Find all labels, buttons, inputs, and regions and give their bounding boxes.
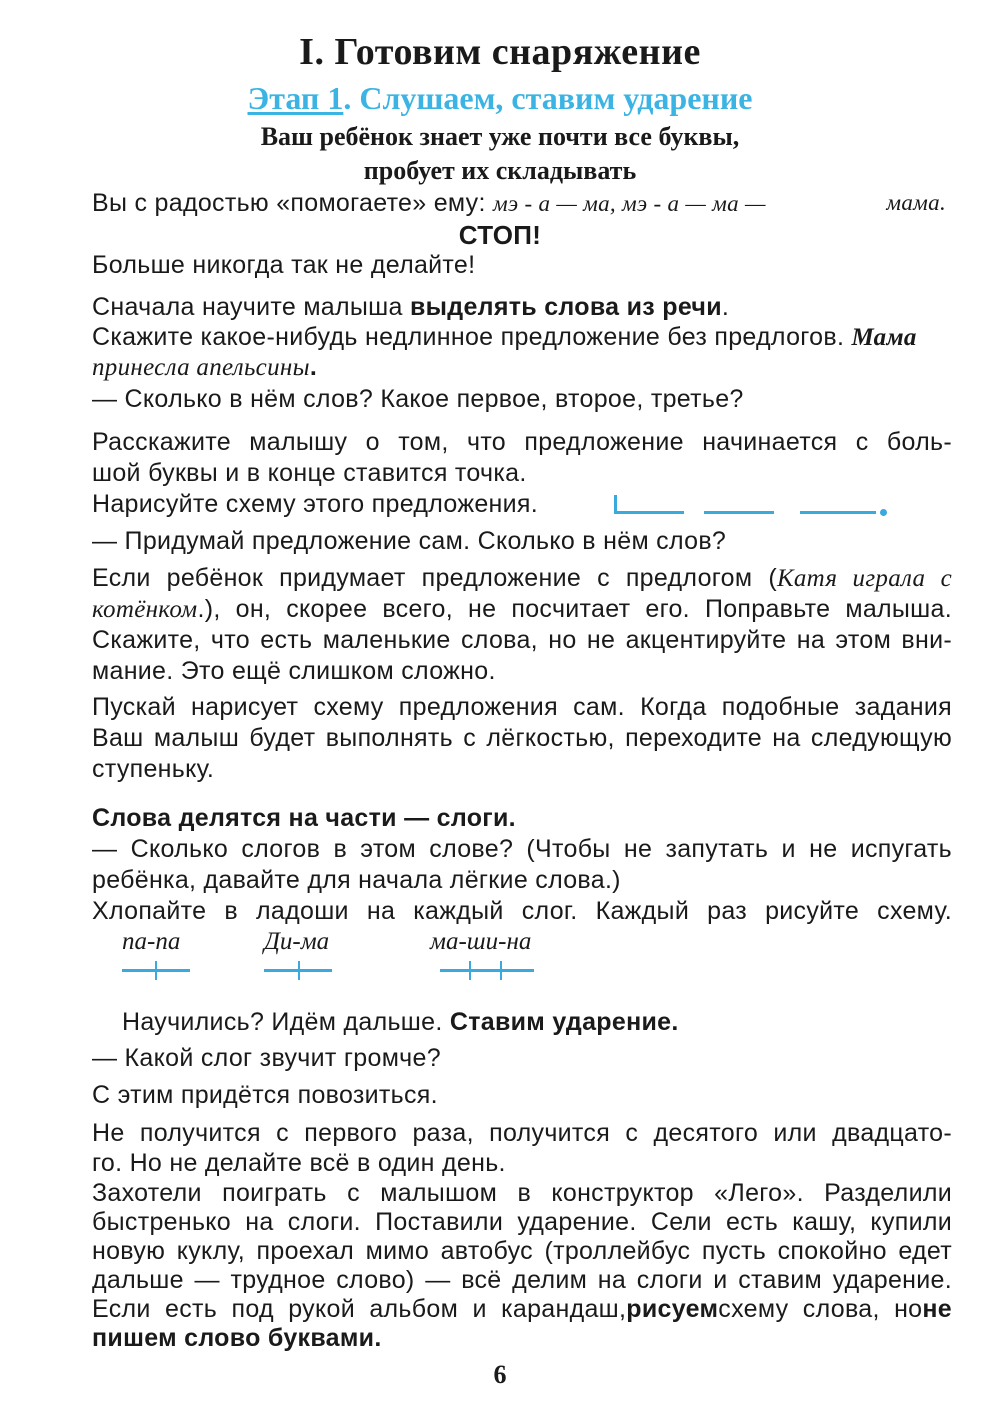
stage-heading: [0, 80, 1000, 117]
p2-line-2: [92, 322, 952, 353]
syllables-heading: Слова делятся на части — слоги.: [92, 804, 516, 832]
p2-line-3: [92, 352, 952, 383]
word-line-2: [704, 511, 774, 514]
p6-line-3: Хлопайте в ладоши на каждый слог. Каждый раз рисуйте схему.: [92, 897, 952, 925]
p7-line-1: [122, 1007, 982, 1037]
p2-text: Сначала научите малыша: [92, 293, 403, 321]
page-title: I. Готовим снаряжение: [299, 31, 701, 73]
p2-text-2: Скажите какое-нибудь недлинное предложение без предлогов.: [92, 323, 845, 351]
syllable-word: ма-ши-на: [430, 928, 532, 955]
p2-period: .: [721, 293, 730, 321]
example-sentence-start: Мама: [851, 324, 917, 351]
p8-emphasis-not: не: [922, 1295, 952, 1323]
p8-line-3: Захотели поиграть с малышом в конструктор «Лего». Разделили: [92, 1179, 952, 1207]
p8-line-5: новую куклу, проехал мимо автобус (троллейбус пусть спокойно едет: [92, 1237, 952, 1265]
p4-line-1: [92, 563, 952, 594]
p7-emphasis: Ставим ударение.: [449, 1008, 679, 1036]
p3-line-4: — Придумай предложение сам. Сколько в нём слов?: [92, 527, 727, 555]
syllable-word: Ди-ма: [264, 928, 330, 955]
p8-line-8: пишем слово буквами.: [92, 1324, 382, 1352]
p3-line-1: Расскажите малышу о том, что предложение начинается с боль-: [92, 428, 952, 456]
subtitle-line-2: пробует их складывать: [363, 156, 637, 185]
p3-line-3: Нарисуйте схему этого предложения.: [92, 490, 539, 518]
p8-line-2: го. Но не делайте всё в один день.: [92, 1149, 506, 1177]
p4-line-4: мание. Это ещё слишком сложно.: [92, 657, 496, 685]
p4-example-end: котёнком: [92, 596, 198, 623]
p2-line-1: [92, 292, 952, 322]
p4-example: Катя играла с: [776, 565, 952, 592]
p5-line-2: Ваш малыш будет выполнять с лёгкостью, переходите на следующую: [92, 724, 952, 752]
p2-line-4: — Сколько в нём слов? Какое первое, второе, третье?: [92, 385, 744, 413]
p3-line-2: шой буквы и в конце ставится точка.: [92, 459, 527, 487]
p7-line-2: — Какой слог звучит громче?: [92, 1044, 441, 1072]
p8-line-6: дальше — трудное слово) — всё делим на слоги и ставим ударение.: [92, 1266, 952, 1294]
example-word: мама.: [886, 190, 946, 215]
p4-text: Если ребёнок придумает предложение с предлогом (: [92, 564, 777, 592]
stage-label: Этап 1: [247, 80, 344, 116]
example-syllables: мэ - а — ма, мэ - а — ма —: [492, 191, 766, 216]
syllable-word: па-па: [122, 928, 181, 955]
p5-line-3: ступеньку.: [92, 755, 215, 783]
p8-line-7: [92, 1294, 952, 1324]
p6-line-1: — Сколько слогов в этом слове? (Чтобы не запутать и не испугать: [92, 835, 952, 863]
example-period: .: [309, 353, 318, 381]
word-line-3: [800, 511, 876, 514]
stop-label: СТОП!: [458, 220, 542, 250]
p8-line-4: быстренько на слоги. Поставили ударение. Сели есть кашу, купили: [92, 1208, 952, 1236]
syllable-divider: [469, 961, 471, 980]
p8-emphasis-draw: рисуем: [626, 1295, 719, 1323]
never-line: Больше никогда так не делайте!: [92, 251, 476, 279]
intro-text: Вы с радостью «помогаете» ему:: [92, 189, 486, 217]
p8-line-1: Не получится с первого раза, получится с десятого или двадцато-: [92, 1119, 952, 1147]
p4-line-3: Скажите, что есть маленькие слова, но не акцентируйте на этом вни-: [92, 626, 952, 654]
p2-emphasis: выделять слова из речи: [409, 293, 722, 321]
p8-text-2: схему слова, но: [718, 1295, 923, 1323]
intro-line: [92, 188, 952, 219]
p4-text-2: .), он, скорее всего, не посчитает его. Поправьте малыша.: [197, 595, 952, 623]
syllable-divider: [155, 961, 157, 980]
p4-line-2: [92, 594, 952, 625]
period-dot: [880, 509, 887, 516]
p7-line-3: С этим придётся повозиться.: [92, 1081, 438, 1109]
example-sentence-end: принесла апельсины: [92, 354, 310, 381]
syllable-line: [440, 969, 534, 972]
syllable-divider: [500, 961, 502, 980]
word-line-1: [614, 511, 684, 514]
p5-line-1: Пускай нарисует схему предложения сам. Когда подобные задания: [92, 693, 952, 721]
p7-text: Научились? Идём дальше.: [122, 1008, 443, 1036]
stage-title: . Слушаем, ставим ударение: [343, 80, 753, 116]
syllable-divider: [298, 961, 300, 980]
p6-line-2: ребёнка, давайте для начала лёгкие слова.): [92, 866, 621, 894]
subtitle-line-1: Ваш ребёнок знает уже почти все буквы,: [260, 122, 740, 151]
p8-text: Если есть под рукой альбом и карандаш,: [92, 1295, 627, 1323]
page-number: 6: [493, 1360, 507, 1389]
